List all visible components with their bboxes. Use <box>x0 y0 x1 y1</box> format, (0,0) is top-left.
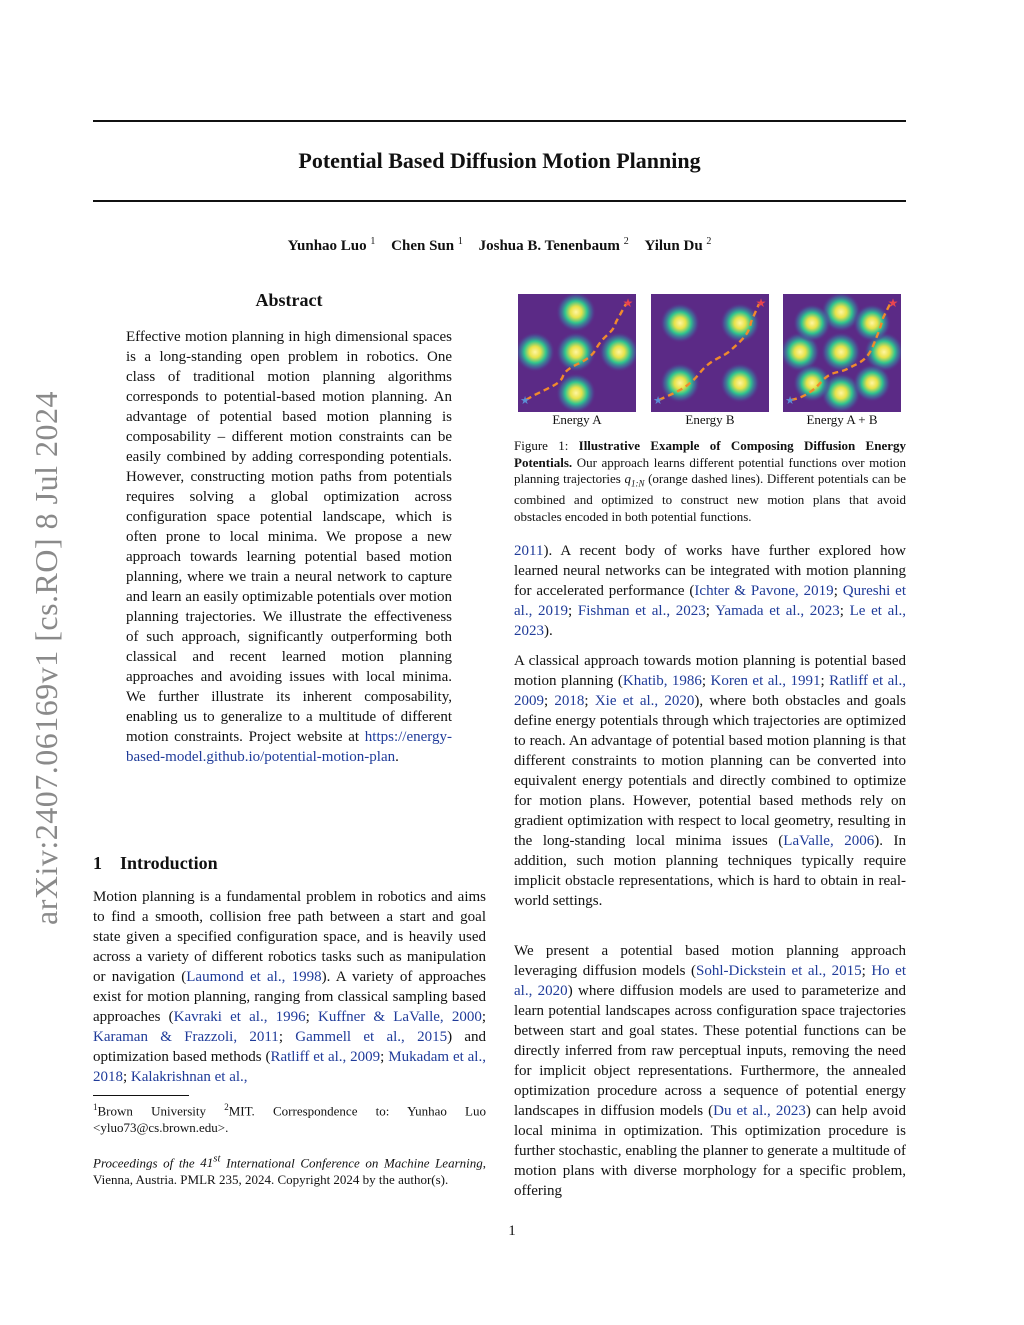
paragraph-text: We present a potential based motion planning approach leveraging diffusion models ( <box>514 943 906 979</box>
goal-star-icon: ★ <box>887 296 899 310</box>
paragraph-text: ; <box>701 673 711 689</box>
paragraph-text: ; <box>820 673 830 689</box>
paragraph-text: ) and optimization based methods ( <box>93 1029 487 1065</box>
energy-a-plus-b-panel <box>783 294 901 412</box>
paragraph-text: ). A recent body of works have further explored how learned neural networks can be integrated with motion planning for accelerated performance ( <box>514 543 906 599</box>
citation-link[interactable]: Fishman et al., 2023 <box>577 603 706 619</box>
citation-link[interactable]: Kavraki et al., 1996 <box>173 1009 306 1025</box>
start-star-icon: ★ <box>785 395 795 407</box>
citation-link[interactable]: 2011 <box>514 543 544 559</box>
citation-link[interactable]: Ho et al., 2020 <box>514 963 906 999</box>
paragraph-text: ) can help avoid local minima in optimization. This optimization procedure is further stochastic, enabling the planner to generate a multitude of motion plans with diverse morphology for a specific problem, offering <box>514 1103 907 1199</box>
citation-link[interactable]: Karaman & Frazzoli, 2011 <box>93 1029 279 1045</box>
citation-link[interactable]: Khatib, 1986 <box>622 673 702 689</box>
paragraph-text: ; <box>380 1049 389 1065</box>
paragraph-text: Motion planning is a fundamental problem in robotics and aims to find a smooth, collision free path between a start and goal state given a specified configuration space, and is heavily used across a variety of different robotics tasks such as manipulation or navigation ( <box>93 889 486 985</box>
paragraph-text: ; <box>839 603 850 619</box>
abstract-heading: Abstract <box>255 290 323 310</box>
paper-title: Potential Based Diffusion Motion Planning <box>298 148 701 173</box>
author: Yilun Du $^2$ <box>644 236 712 254</box>
citation-link[interactable]: Gammell et al., 2015 <box>295 1029 448 1045</box>
energy-a-panel <box>518 294 636 412</box>
page-number: 1 <box>508 1223 516 1239</box>
energy-well <box>720 303 760 343</box>
energy-well <box>660 303 700 343</box>
citation-link[interactable]: Koren et al., 1991 <box>710 673 821 689</box>
paragraph-text: ; <box>123 1069 131 1085</box>
citation-link[interactable]: Sohl-Dickstein et al., 2015 <box>696 963 862 979</box>
figure-caption: Figure 1: Illustrative Example of Composing Diffusion Energy Potentials. Our approach learns different potential functions over motion planning trajectories $q_{1:N}$ (orange dashed lines). Different potentials can be combined and optimized to construct new motion plans that avoid obstacles encoded in both potential functions. <box>514 438 906 524</box>
paragraph-text: ; <box>584 693 595 709</box>
author-list <box>93 236 906 255</box>
paragraph-text: ) where diffusion models are used to parameterize and learn potential landscapes across configuration space trajectories between start and goal states. These potential functions can be directly inferred from raw perceptual inputs, removing the need for implicit object representations. Furthermore, the annealed optimization procedure across a sequence of potential energy landscapes in diffusion models ( <box>514 983 906 1119</box>
title-top-rule <box>93 120 906 122</box>
energy-well <box>793 304 831 342</box>
intro-paragraph <box>93 887 486 1087</box>
author: Yunhao Luo $^1$ <box>287 236 376 254</box>
title-bottom-rule <box>93 200 906 202</box>
section-heading-introduction: 1 Introduction <box>93 853 218 873</box>
citation-link[interactable]: 2018 <box>554 693 585 709</box>
paragraph-text: ; <box>568 603 578 619</box>
paragraph-text: ). In addition, such motion planning techniques typically require implicit obstacle representations, which is hard to obtain in real-world settings. <box>514 833 906 909</box>
paragraph-text: A classical approach towards motion planning is potential based motion planning ( <box>514 653 906 689</box>
affiliation-footnote: $^1$Brown University $^2$MIT. Correspondence to: Yunhao Luo <yluo73@cs.brown.edu>. <box>93 1102 486 1136</box>
panel-label: Energy B <box>685 412 735 427</box>
paragraph-text: ). <box>544 623 553 639</box>
goal-star-icon: ★ <box>755 296 767 310</box>
paragraph-text: ; <box>481 1009 486 1025</box>
energy-well <box>853 364 891 402</box>
citation-link[interactable]: LaValle, 2006 <box>783 833 875 849</box>
paragraph-text: ; <box>833 583 843 599</box>
panel-label: Energy A <box>552 412 602 427</box>
paragraph-text: ; <box>544 693 555 709</box>
start-star-icon: ★ <box>653 395 663 407</box>
citation-link[interactable]: Yamada et al., 2023 <box>715 603 840 619</box>
citation-link[interactable]: Du et al., 2023 <box>713 1103 806 1119</box>
energy-well <box>853 304 891 342</box>
proceedings-note: Proceedings of the 41st International Conference on Machine Learning, Vienna, Austria. PMLR 235, 2024. Copyright 2024 by the author(s). <box>93 1153 486 1188</box>
citation-link[interactable]: Le et al., 2023 <box>514 603 906 639</box>
body-paragraph <box>514 541 906 641</box>
panel-label: Energy A + B <box>806 412 878 427</box>
paragraph-text: ; <box>305 1009 319 1025</box>
paragraph-text: ). A variety of approaches exist for motion planning, ranging from classical sampling based approaches ( <box>93 969 487 1025</box>
citation-link[interactable]: Ichter & Pavone, 2019 <box>694 583 834 599</box>
citation-link[interactable]: Ratliff et al., 2009 <box>270 1049 381 1065</box>
paragraph-text: ; <box>705 603 716 619</box>
project-website-link[interactable]: https://energy-based-model.github.io/potential-motion-plan <box>126 729 452 765</box>
goal-star-icon: ★ <box>622 296 634 310</box>
footnote-rule <box>93 1095 189 1096</box>
body-paragraph <box>514 941 906 1201</box>
body-paragraph <box>514 651 906 911</box>
arxiv-identifier: arXiv:2407.06169v1 [cs.RO] 8 Jul 2024 <box>28 390 64 925</box>
citation-link[interactable]: Xie et al., 2020 <box>594 693 695 709</box>
start-star-icon: ★ <box>520 395 530 407</box>
energy-well <box>720 363 760 403</box>
energy-well <box>793 364 831 402</box>
citation-link[interactable]: Laumond et al., 1998 <box>186 969 322 985</box>
energy-well <box>660 363 700 403</box>
paragraph-text: ; <box>278 1029 296 1045</box>
paragraph-text: ; <box>861 963 872 979</box>
citation-link[interactable]: Ratliff et al., 2009 <box>514 673 906 709</box>
author: Chen Sun $^1$ <box>391 236 463 254</box>
paragraph-text: ), where both obstacles and goals define energy potentials through which trajectories are optimized to reach. An advantage of potential based motion planning is that different constraints to motion planning can be converted into equivalent energy potentials and directly combined to optimize for motion plans. However, potential based methods rely on gradient optimization with respect to local geometry, resulting in the long-standing local minima issues ( <box>514 693 907 849</box>
citation-link[interactable]: Kuffner & LaValle, 2000 <box>318 1009 482 1025</box>
citation-link[interactable]: Mukadam et al., 2018 <box>93 1049 486 1085</box>
citation-link[interactable]: Kalakrishnan et al., <box>130 1069 248 1085</box>
energy-b-panel <box>651 294 769 412</box>
author: Joshua B. Tenenbaum $^2$ <box>478 236 629 254</box>
citation-link[interactable]: Qureshi et al., 2019 <box>514 583 906 619</box>
abstract-body: Effective motion planning in high dimensional spaces is a long-standing open problem in robotics. One class of traditional motion planning algorithms corresponds to potential-based motion planning. An advantage of potential based motion planning is composability – different motion constraints can be easily combined by adding corresponding potentials. However, constructing motion paths from potentials requires solving a global optimization across configuration space potential landscape, which is often prone to local minima. We propose a new approach towards learning potential based motion planning, where we train a neural network to capture and learn an easily optimizable potentials over motion planning trajectories. We illustrate the effectiveness of such approach, significantly outperforming both classical and recent learned motion planning approaches and avoiding issues with local minima. We further illustrate its inherent composability, enabling us to generalize to a multitude of different motion constraints. Project website at https://energy-based-model.github.io/potential-motion-plan. <box>126 329 452 765</box>
